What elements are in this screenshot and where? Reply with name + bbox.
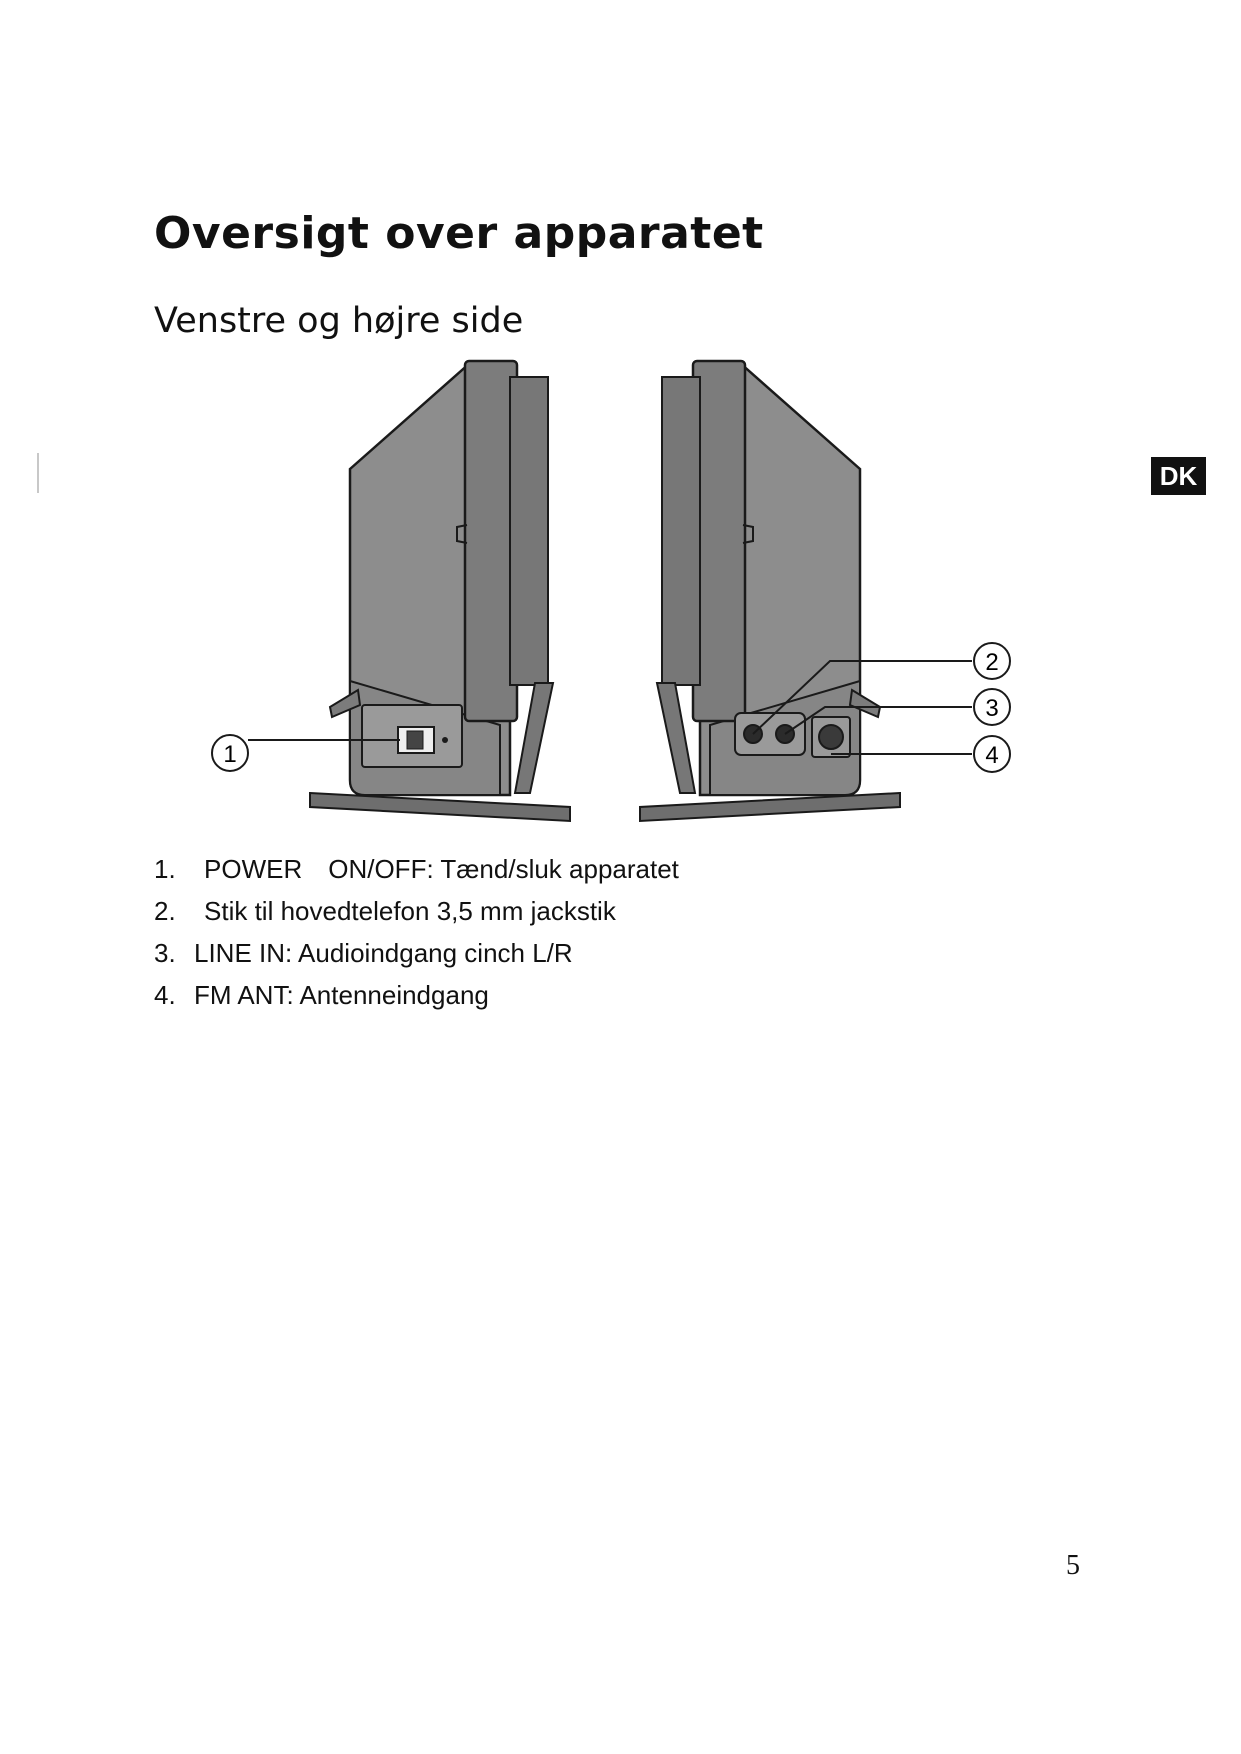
legend-number: 2. <box>154 896 176 926</box>
right-side-view <box>640 361 972 821</box>
power-switch-rocker <box>407 731 423 749</box>
legend-item <box>154 932 679 974</box>
component-legend <box>154 848 679 1016</box>
left-side-view <box>248 361 570 821</box>
page-number: 5 <box>1066 1550 1080 1581</box>
callout-4-label: 4 <box>985 742 999 769</box>
antenna-connector <box>819 725 843 749</box>
legend-number: 4. <box>154 980 176 1010</box>
language-badge: DK <box>1151 457 1206 495</box>
legend-item <box>154 848 679 890</box>
callout-4 <box>974 736 1010 772</box>
legend-number: 3. <box>154 938 176 968</box>
left-stand-arm <box>515 683 553 793</box>
callout-3-label: 3 <box>985 695 999 722</box>
legend-label: FM ANT: Antenneindgang <box>194 980 489 1010</box>
callout-1-label: 1 <box>223 741 237 768</box>
callout-3 <box>974 689 1010 725</box>
legend-label: Stik til hovedtelefon 3,5 mm jackstik <box>204 896 616 926</box>
legend-item <box>154 890 679 932</box>
right-base <box>640 793 900 821</box>
legend-label-main: POWER <box>204 854 303 884</box>
margin-rule <box>37 453 39 493</box>
callout-2-label: 2 <box>985 649 999 676</box>
legend-item <box>154 974 679 1016</box>
legend-number: 1. <box>154 854 176 884</box>
callout-2 <box>974 643 1010 679</box>
power-indicator <box>442 737 448 743</box>
right-stand-arm <box>657 683 695 793</box>
callout-1 <box>212 735 248 771</box>
page-title: Oversigt over apparatet <box>154 208 764 259</box>
left-screen-edge <box>510 377 548 685</box>
left-base <box>310 793 570 821</box>
legend-label: ON/OFF: Tænd/sluk apparatet <box>328 854 679 884</box>
device-side-view-figure <box>210 355 1040 850</box>
right-screen-edge <box>662 377 700 685</box>
legend-label: LINE IN: Audioindgang cinch L/R <box>194 938 573 968</box>
section-subtitle: Venstre og højre side <box>154 301 524 341</box>
